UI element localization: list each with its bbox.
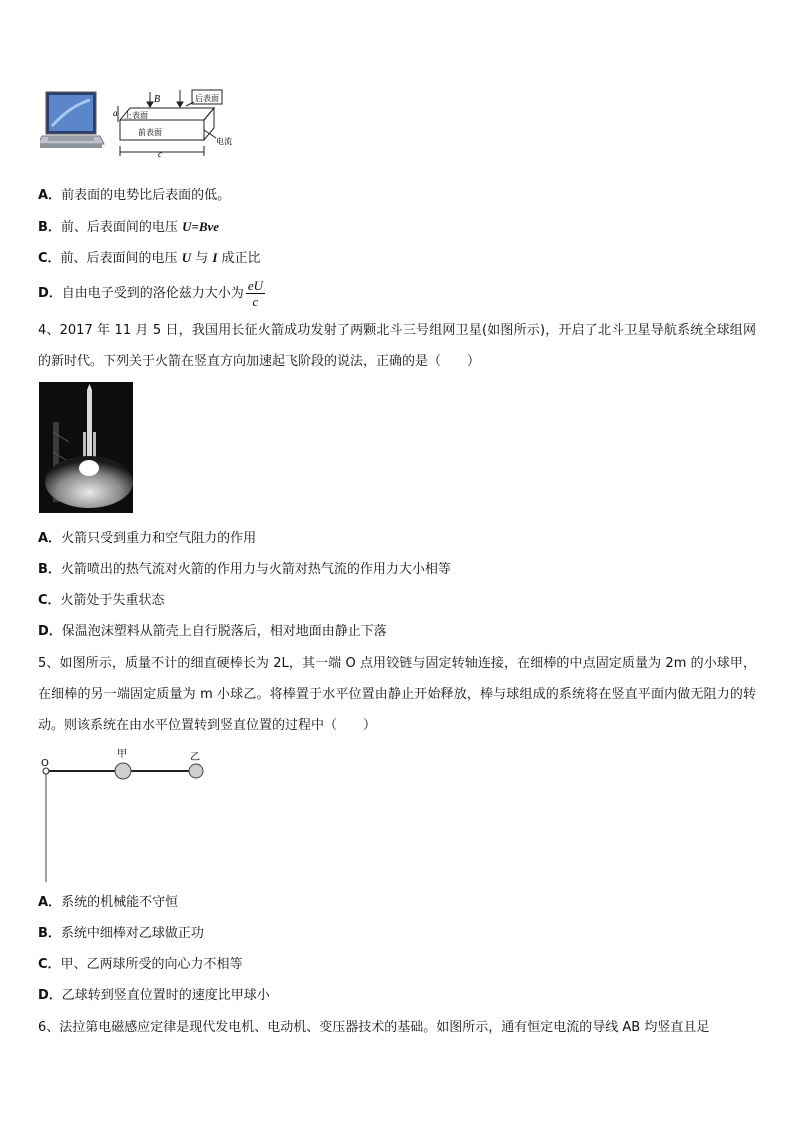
ball-yi [189, 764, 203, 778]
label-o: O [41, 758, 49, 769]
q4-option-a: A．火箭只受到重力和空气阻力的作用 [38, 531, 257, 546]
q5-option-c: C．甲、乙两球所受的向心力不相等 [38, 957, 243, 972]
q3-option-b: B．前、后表面间的电压 U=Bve [38, 219, 220, 235]
rocket-launch-photo [39, 382, 133, 513]
label-b: B [154, 94, 161, 105]
hall-effect-figure [40, 86, 240, 166]
label-a: a [113, 108, 118, 118]
label-jia: 甲 [117, 749, 127, 760]
q5-option-d: D．乙球转到竖直位置时的速度比甲球小 [38, 988, 270, 1003]
q5-stem: 5、如图所示，质量不计的细直硬棒长为 2L，其一端 O 点用铰链与固定转轴连接，在细棒的中点固定质量为 2m 的小球甲，在细棒的另一端固定质量为 m 小球乙。将棒置于水平位置由静止开始释放，棒与球组成的系统将在竖直平面内做无阻力的转动。则该系统在由水平位置转到竖直位置的过程中（ ） [38, 656, 756, 733]
q4-option-d: D．保温泡沫塑料从箭壳上自行脱落后，相对地面由静止下落 [38, 624, 387, 639]
label-yi: 乙 [190, 752, 200, 763]
q6-stem: 6、法拉第电磁感应定律是现代发电机、电动机、变压器技术的基础。如图所示，通有恒定电流的导线 AB 均竖直且足 [38, 1020, 710, 1035]
q5-option-a: A．系统的机械能不守恒 [38, 895, 179, 910]
ball-jia [115, 763, 131, 779]
q3-option-d: D．自由电子受到的洛伦兹力大小为 $\frac{eU}{c}$ [38, 278, 263, 309]
label-c: c [158, 149, 162, 159]
lorentz-fraction: $\frac{eU}{c}$ [247, 278, 263, 309]
label-back-surface: 后表面 [195, 94, 219, 103]
q4-stem: 4、2017 年 11 月 5 日，我国用长征火箭成功发射了两颗北斗三号组网卫星(如图所示)，开启了北斗卫星导航系统全球组网的新时代。下列关于火箭在竖直方向加速起飞阶段的说法，正确的是（ ） [38, 323, 756, 369]
q3-option-a: A．前表面的电势比后表面的低。 [38, 188, 231, 203]
label-top-surface: 上表面 [124, 111, 148, 120]
q4-option-b: B．火箭喷出的热气流对火箭的作用力与火箭对热气流的作用力大小相等 [38, 562, 451, 577]
q5-option-b: B．系统中细棒对乙球做正功 [38, 926, 204, 941]
label-front-surface: 前表面 [138, 128, 162, 137]
rod-pendulum-figure [36, 744, 216, 886]
laptop-image [40, 92, 104, 148]
label-current: 电流 [216, 137, 232, 146]
q3-option-c: C．前、后表面间的电压 U 与 I 成正比 [38, 250, 261, 266]
q4-option-c: C．火箭处于失重状态 [38, 593, 165, 608]
